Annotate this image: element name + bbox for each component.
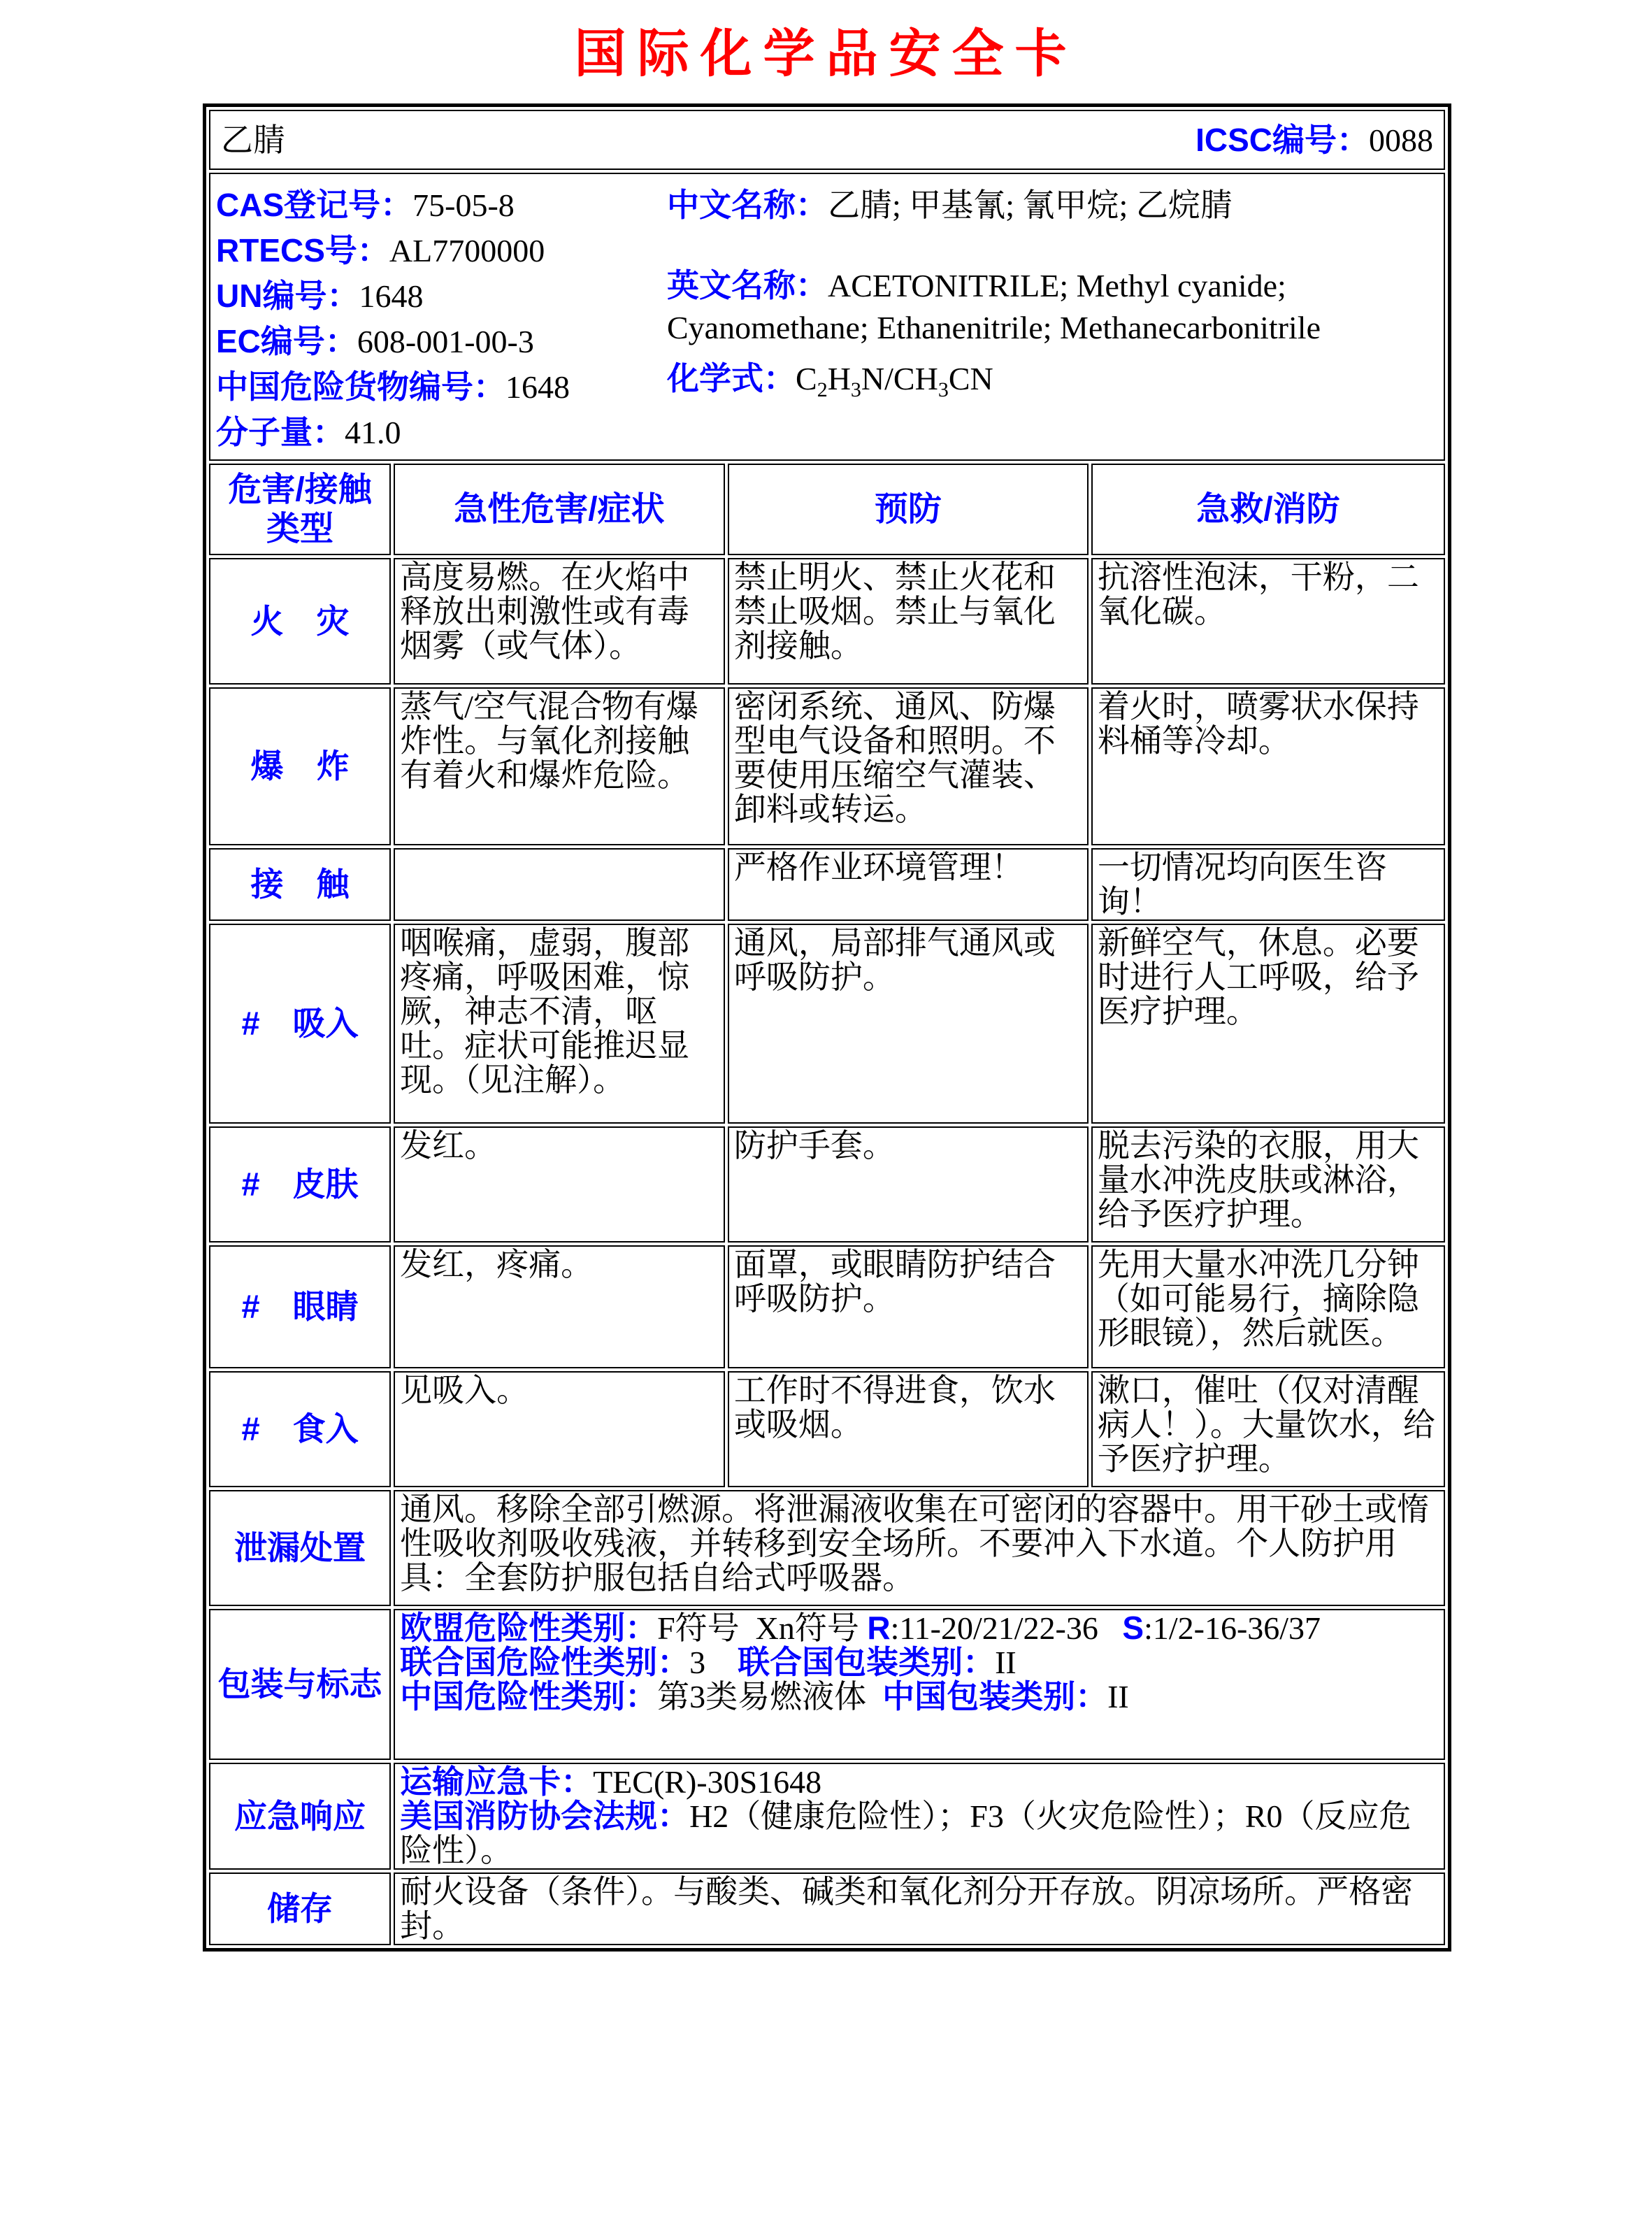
hazard-header-row bbox=[209, 464, 1445, 555]
ingestion-symptoms-text: 见吸入。 bbox=[400, 1373, 529, 1408]
exposure-firstaid-cell bbox=[1091, 848, 1445, 921]
skin-firstaid-text: 脱去污染的衣服，用大量水冲洗皮肤或淋浴，给予医疗护理。 bbox=[1097, 1128, 1419, 1232]
emergency-text-cell bbox=[394, 1763, 1445, 1870]
fire-symptoms-cell bbox=[394, 558, 725, 685]
eyes-type-cell bbox=[209, 1245, 391, 1368]
china-dg-value: 1648 bbox=[505, 369, 570, 405]
chinese-name-label: 中文名称： bbox=[667, 187, 828, 223]
header-hazard-type-label: 危害/接触类型 bbox=[228, 471, 372, 547]
formula-line bbox=[667, 356, 1438, 413]
inhalation-firstaid-cell bbox=[1091, 924, 1445, 1124]
header-firstaid-label: 急救/消防 bbox=[1196, 490, 1340, 528]
icsc-label: ICSC编号： bbox=[1195, 121, 1369, 158]
mol-weight-line bbox=[216, 410, 667, 455]
ingestion-firstaid-cell bbox=[1091, 1371, 1445, 1487]
s-phrase-value: :1/2-16-36/37 bbox=[1144, 1610, 1321, 1646]
emergency-row bbox=[209, 1763, 1445, 1870]
header-hazard-type bbox=[209, 464, 391, 555]
tec-label: 运输应急卡： bbox=[400, 1763, 594, 1800]
eyes-type-label: # 眼睛 bbox=[241, 1288, 359, 1325]
un-class-label: 联合国危险性类别： bbox=[400, 1644, 690, 1680]
exposure-prevention-cell bbox=[728, 848, 1089, 921]
substance-header-cell bbox=[209, 110, 1445, 170]
rtecs-line bbox=[216, 228, 667, 273]
formula-subscript: 3 bbox=[938, 378, 949, 402]
ingestion-prevention-text: 工作时不得进食，饮水或吸烟。 bbox=[733, 1373, 1056, 1442]
ec-label: EC编号： bbox=[216, 323, 357, 359]
inhalation-firstaid-text: 新鲜空气，休息。必要时进行人工呼吸，给予医疗护理。 bbox=[1097, 925, 1419, 1029]
ec-line bbox=[216, 319, 667, 364]
cas-value: 75-05-8 bbox=[412, 187, 515, 223]
skin-symptoms-text: 发红。 bbox=[400, 1128, 497, 1163]
header-symptoms-label: 急性危害/症状 bbox=[454, 490, 665, 528]
header-firstaid bbox=[1091, 464, 1445, 555]
rtecs-value: AL7700000 bbox=[389, 233, 545, 268]
packaging-row bbox=[209, 1609, 1445, 1760]
eu-classification-line bbox=[400, 1611, 1439, 1645]
page-title: 国际化学品安全卡 bbox=[574, 26, 1078, 83]
hazard-row-skin bbox=[209, 1126, 1445, 1243]
explosion-prevention-cell bbox=[728, 687, 1089, 845]
eu-class-label: 欧盟危险性类别： bbox=[400, 1610, 658, 1646]
eyes-prevention-cell bbox=[728, 1245, 1089, 1368]
explosion-symptoms-text: 蒸气/空气混合物有爆炸性。与氧化剂接触有着火和爆炸危险。 bbox=[400, 689, 698, 793]
inhalation-prevention-cell bbox=[728, 924, 1089, 1124]
identification-row bbox=[209, 173, 1445, 461]
storage-label: 储存 bbox=[267, 1890, 333, 1927]
un-line bbox=[216, 273, 667, 319]
formula-value bbox=[796, 361, 993, 402]
fire-firstaid-text: 抗溶性泡沫，干粉，二氧化碳。 bbox=[1097, 559, 1419, 629]
emergency-label-cell bbox=[209, 1763, 391, 1870]
fire-prevention-text: 禁止明火、禁止火花和禁止吸烟。禁止与氧化剂接触。 bbox=[733, 559, 1056, 664]
formula-label: 化学式： bbox=[667, 360, 796, 396]
english-name-value: ACETONITRILE; Methyl cyanide; Cyanomethane; Ethanenitrile; Methanecarbonitrile bbox=[667, 268, 1321, 345]
eyes-symptoms-text: 发红，疼痛。 bbox=[400, 1247, 594, 1282]
id-names-block bbox=[667, 182, 1438, 455]
header-prevention bbox=[728, 464, 1089, 555]
un-pack-label: 联合国包装类别： bbox=[738, 1644, 996, 1680]
formula-subscript: 2 bbox=[817, 378, 828, 402]
storage-label-cell bbox=[209, 1872, 391, 1945]
s-phrase-label: S bbox=[1122, 1610, 1144, 1646]
inhalation-prevention-text: 通风，局部排气通风或呼吸防护。 bbox=[733, 925, 1056, 995]
english-name-line bbox=[667, 264, 1438, 349]
packaging-label-cell bbox=[209, 1609, 391, 1760]
eyes-symptoms-cell bbox=[394, 1245, 725, 1368]
storage-row bbox=[209, 1872, 1445, 1945]
english-name-label: 英文名称： bbox=[667, 267, 828, 303]
skin-type-label: # 皮肤 bbox=[241, 1166, 359, 1203]
spill-label-cell bbox=[209, 1490, 391, 1606]
formula-part: H bbox=[827, 361, 851, 396]
formula-part: N/CH bbox=[861, 361, 938, 396]
chinese-name-value: 乙腈; 甲基氰; 氰甲烷; 乙烷腈 bbox=[828, 187, 1233, 223]
packaging-label: 包装与标志 bbox=[217, 1666, 382, 1703]
explosion-type-cell bbox=[209, 687, 391, 845]
fire-prevention-cell bbox=[728, 558, 1089, 685]
nfpa-line bbox=[400, 1799, 1439, 1868]
cn-class-label: 中国危险性类别： bbox=[400, 1678, 658, 1714]
nfpa-label: 美国消防协会法规： bbox=[400, 1798, 690, 1834]
skin-firstaid-cell bbox=[1091, 1126, 1445, 1243]
cn-pack-value: II bbox=[1107, 1679, 1129, 1714]
header-symptoms bbox=[394, 464, 725, 555]
fire-type-cell bbox=[209, 558, 391, 685]
hazard-row-exposure bbox=[209, 848, 1445, 921]
eyes-firstaid-cell bbox=[1091, 1245, 1445, 1368]
header-prevention-label: 预防 bbox=[874, 490, 942, 528]
emergency-label: 应急响应 bbox=[234, 1797, 366, 1835]
eyes-prevention-text: 面罩，或眼睛防护结合呼吸防护。 bbox=[733, 1247, 1056, 1317]
fire-symptoms-text: 高度易燃。在火焰中释放出刺激性或有毒烟雾（或气体）。 bbox=[400, 559, 690, 664]
cas-line bbox=[216, 182, 667, 228]
un-label: UN编号： bbox=[216, 278, 359, 314]
explosion-type-label: 爆 炸 bbox=[250, 747, 350, 785]
substance-name: 乙腈 bbox=[221, 122, 285, 158]
exposure-firstaid-text: 一切情况均向医生咨询！ bbox=[1097, 850, 1387, 919]
eyes-firstaid-text: 先用大量水冲洗几分钟（如可能易行，摘除隐形眼镜），然后就医。 bbox=[1097, 1247, 1419, 1351]
hazard-row-eyes bbox=[209, 1245, 1445, 1368]
cn-class-value: 第3类易燃液体 bbox=[657, 1679, 883, 1714]
formula-part: C bbox=[796, 361, 817, 396]
skin-symptoms-cell bbox=[394, 1126, 725, 1243]
spill-row bbox=[209, 1490, 1445, 1606]
substance-header-row bbox=[209, 110, 1445, 170]
ingestion-type-cell bbox=[209, 1371, 391, 1487]
cn-classification-line bbox=[400, 1680, 1439, 1714]
un-class-value: 3 bbox=[689, 1645, 738, 1680]
fire-type-label: 火 灾 bbox=[250, 602, 350, 640]
spill-text-cell bbox=[394, 1490, 1445, 1606]
un-value: 1648 bbox=[359, 278, 424, 314]
inhalation-type-cell bbox=[209, 924, 391, 1124]
tec-line bbox=[400, 1765, 1439, 1799]
china-dg-line bbox=[216, 364, 667, 410]
exposure-type-label: 接 触 bbox=[250, 866, 350, 903]
explosion-firstaid-text: 着火时，喷雾状水保持料桶等冷却。 bbox=[1097, 689, 1419, 759]
skin-type-cell bbox=[209, 1126, 391, 1243]
icsc-number-group bbox=[1195, 123, 1433, 157]
spill-text: 通风。移除全部引燃源。将泄漏液收集在可密闭的容器中。用干砂土或惰性吸收剂吸收残液，并转移到安全场所。不要冲入下水道。个人防护用具：全套防护服包括自给式呼吸器。 bbox=[400, 1491, 1430, 1596]
hazard-row-ingestion bbox=[209, 1371, 1445, 1487]
packaging-text-cell bbox=[394, 1609, 1445, 1760]
fire-firstaid-cell bbox=[1091, 558, 1445, 685]
explosion-symptoms-cell bbox=[394, 687, 725, 845]
un-classification-line bbox=[400, 1645, 1439, 1680]
icsc-number: 0088 bbox=[1369, 122, 1433, 158]
ingestion-prevention-cell bbox=[728, 1371, 1089, 1487]
identification-cell bbox=[209, 173, 1445, 461]
china-dg-label: 中国危险货物编号： bbox=[216, 368, 505, 405]
inhalation-type-label: # 吸入 bbox=[241, 1005, 359, 1042]
explosion-prevention-text: 密闭系统、通风、防爆型电气设备和照明。不要使用压缩空气灌装、卸料或转运。 bbox=[733, 689, 1056, 827]
exposure-prevention-text: 严格作业环境管理！ bbox=[733, 850, 1023, 885]
skin-prevention-cell bbox=[728, 1126, 1089, 1243]
ingestion-type-label: # 食入 bbox=[241, 1410, 359, 1447]
formula-subscript: 3 bbox=[850, 378, 861, 402]
inhalation-symptoms-cell bbox=[394, 924, 725, 1124]
mol-weight-label: 分子量： bbox=[216, 414, 345, 450]
id-numbers-block bbox=[216, 182, 667, 455]
hazard-row-explosion bbox=[209, 687, 1445, 845]
exposure-symptoms-cell bbox=[394, 848, 725, 921]
hazard-row-fire bbox=[209, 558, 1445, 685]
eu-symbols: F符号 Xn符号 bbox=[657, 1610, 868, 1646]
cn-pack-label: 中国包装类别： bbox=[882, 1678, 1108, 1714]
exposure-type-cell bbox=[209, 848, 391, 921]
skin-prevention-text: 防护手套。 bbox=[733, 1128, 895, 1163]
icsc-card-table bbox=[203, 103, 1451, 1952]
ingestion-firstaid-text: 漱口，催吐（仅对清醒病人！）。大量饮水，给予医疗护理。 bbox=[1097, 1373, 1435, 1477]
nfpa-value: H2（健康危险性）；F3（火灾危险性）；R0（反应危险性）。 bbox=[400, 1798, 1412, 1868]
chinese-name-line bbox=[667, 182, 1438, 228]
r-phrase-value: :11-20/21/22-36 bbox=[890, 1610, 1123, 1646]
hazard-row-inhalation bbox=[209, 924, 1445, 1124]
ec-value: 608-001-00-3 bbox=[357, 324, 534, 359]
inhalation-symptoms-text: 咽喉痛，虚弱，腹部疼痛，呼吸困难，惊厥，神志不清，呕吐。症状可能推迟显现。（见注解）。 bbox=[400, 925, 690, 1098]
storage-text: 耐火设备（条件）。与酸类、碱类和氧化剂分开存放。阴凉场所。严格密封。 bbox=[400, 1874, 1414, 1944]
rtecs-label: RTECS号： bbox=[216, 232, 389, 268]
explosion-firstaid-cell bbox=[1091, 687, 1445, 845]
spill-label: 泄漏处置 bbox=[234, 1529, 366, 1566]
cas-label: CAS登记号： bbox=[216, 187, 413, 223]
r-phrase-label: R bbox=[867, 1610, 891, 1646]
formula-part: CN bbox=[948, 361, 993, 396]
un-pack-value: II bbox=[995, 1645, 1017, 1680]
ingestion-symptoms-cell bbox=[394, 1371, 725, 1487]
mol-weight-value: 41.0 bbox=[345, 415, 401, 450]
tec-value: TEC(R)-30S1648 bbox=[593, 1764, 822, 1800]
storage-text-cell bbox=[394, 1872, 1445, 1945]
